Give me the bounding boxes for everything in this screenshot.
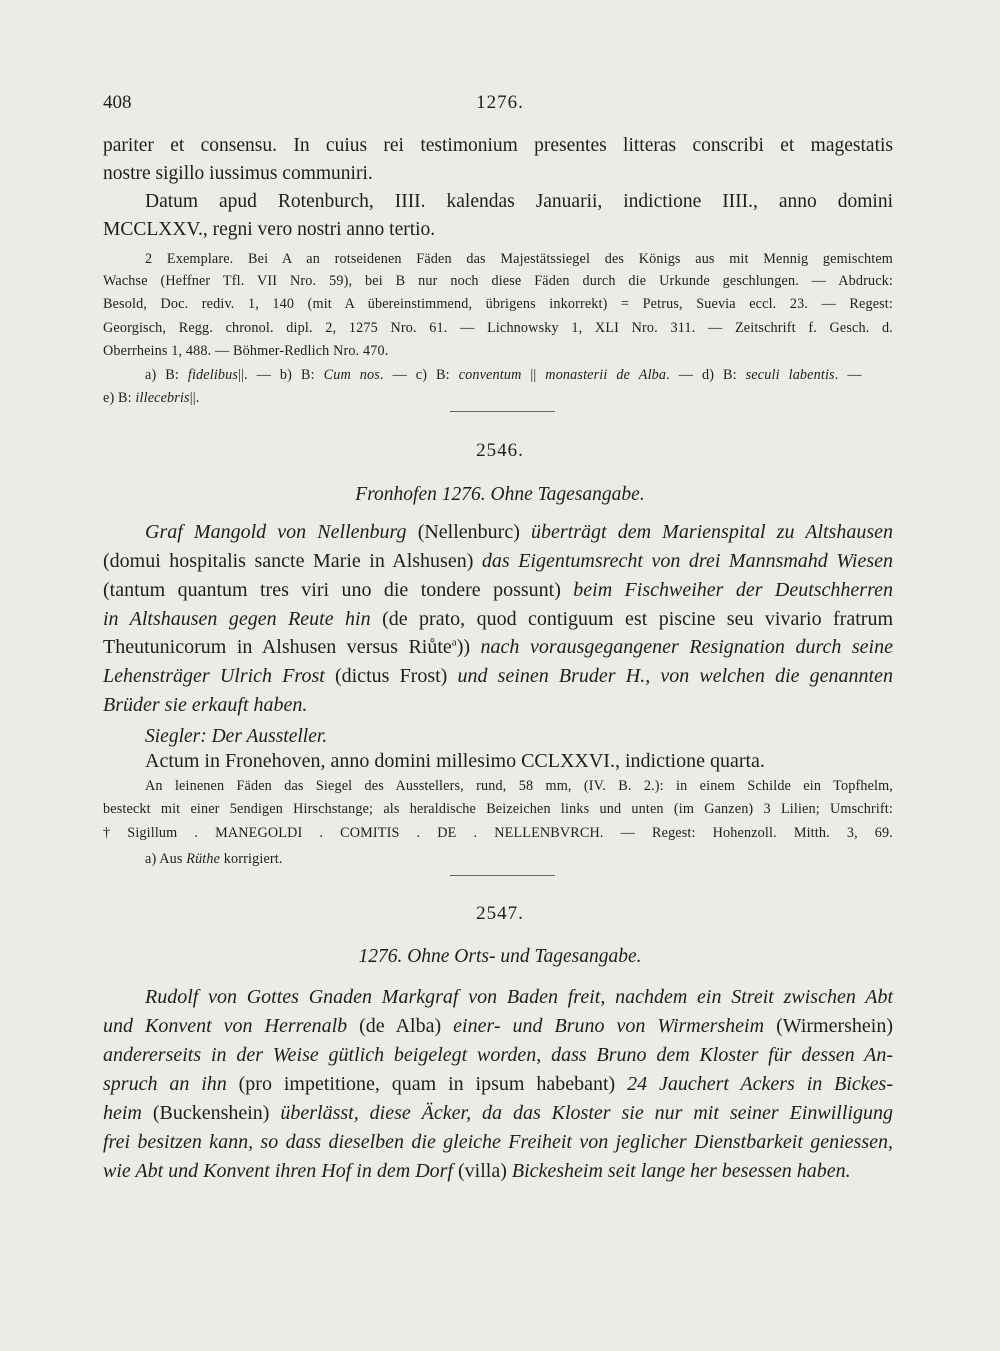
section-divider (450, 411, 555, 412)
note-line: Wachse (Heffner Tfl. VII Nro. 59), bei B nur noch diese Fäden durch die Urkunde geschlungen. — Abdruck: (103, 273, 893, 289)
document-number: 2547. (476, 903, 524, 924)
note-line: An leinenen Fäden das Siegel des Ausstellers, rund, 58 mm, (IV. B. 2.): in einem Schilde ein Topfhelm, (145, 778, 893, 794)
section-divider (450, 875, 555, 876)
note-line: Oberrheins 1, 488. — Böhmer-Redlich Nro. 470. (103, 343, 389, 359)
text-line: pariter et consensu. In cuius rei testimonium presentes litteras conscribi et magestatis (103, 135, 893, 156)
regest-line: (tantum quantum tres viri uno die tondere possunt) beim Fischweiher der Deutschherren (103, 579, 893, 601)
variant-line: a) B: fidelibus||. — b) B: Cum nos. — c) B: conventum || monasterii de Alba. — d) B: seculi labentis. — (145, 367, 862, 383)
regest-line: andererseits in der Weise gütlich beigelegt worden, dass Bruno dem Kloster für dessen An- (103, 1044, 893, 1066)
note-line: † Sigillum . MANEGOLDI . COMITIS . DE . NELLENBVRCH. — Regest: Hohenzoll. Mitth. 3, 69. (103, 825, 893, 841)
regest-line: Rudolf von Gottes Gnaden Markgraf von Baden freit, nachdem ein Streit zwischen Abt (145, 986, 893, 1008)
regest-line: spruch an ihn (pro impetitione, quam in ipsum habebant) 24 Jauchert Ackers in Bickes- (103, 1073, 893, 1095)
regest-line: und Konvent von Herrenalb (de Alba) einer- und Bruno von Wirmersheim (Wirmershein) (103, 1015, 894, 1037)
note-line: Besold, Doc. rediv. 1, 140 (mit A übereinstimmend, übrigens inkorrekt) = Petrus, Suevia eccl. 23. — Regest: (103, 296, 893, 312)
place-date: 1276. Ohne Orts- und Tagesangabe. (358, 946, 642, 967)
page-number: 408 (103, 92, 132, 113)
regest-line: (domui hospitalis sancte Marie in Alshusen) das Eigentumsrecht von drei Mannsmahd Wiesen (103, 550, 893, 572)
note-line: besteckt mit einer 5endigen Hirschstange; als heraldische Beizeichen links und unten (im Ganzen) 3 Lilien; Umschrift: (103, 801, 893, 817)
regest-line: Graf Mangold von Nellenburg (Nellenburc) überträgt dem Marienspital zu Altshausen (145, 521, 893, 543)
variant-line: e) B: illecebris||. (103, 390, 200, 406)
text-line: nostre sigillo iussimus communiri. (103, 163, 373, 184)
regest-line: Brüder sie erkauft haben. (103, 694, 308, 716)
regest-line: Lehensträger Ulrich Frost (dictus Frost) und seinen Bruder H., von welchen die genannten (103, 665, 893, 687)
sealer-line: Siegler: Der Aussteller. (145, 726, 328, 747)
regest-line: in Altshausen gegen Reute hin (de prato, quod contiguum est piscine seu vivario fratrum (103, 608, 893, 630)
regest-line: Theutunicorum in Alshusen versus Riůte$^a$)) nach vorausgegangener Resignation durch seine (103, 636, 893, 658)
note-line: Georgisch, Regg. chronol. dipl. 2, 1275 Nro. 61. — Lichnowsky 1, XLI Nro. 311. — Zeitschrift f. Gesch. d. (103, 320, 893, 336)
regest-line: frei besitzen kann, so dass dieselben die gleiche Freiheit von jeglicher Dienstbarkeit geniessen, (103, 1131, 893, 1153)
running-head-year: 1276. (476, 92, 524, 113)
datum-line: Datum apud Rotenburch, IIII. kalendas Januarii, indictione IIII., anno domini (145, 191, 893, 212)
note-line: 2 Exemplare. Bei A an rotseidenen Fäden das Majestätssiegel des Königs aus mit Mennig gemischtem (145, 251, 893, 267)
actum-line: Actum in Fronehoven, anno domini millesimo CCLXXVI., indictione quarta. (145, 750, 765, 772)
document-number: 2546. (476, 440, 524, 461)
footnote: a) Aus Rüthe korrigiert. (145, 851, 283, 867)
text-line: MCCLXXV., regni vero nostri anno tertio. (103, 219, 436, 240)
regest-line: wie Abt und Konvent ihren Hof in dem Dorf (villa) Bickesheim seit lange her besessen haben. (103, 1160, 851, 1182)
place-date: Fronhofen 1276. Ohne Tagesangabe. (355, 484, 645, 505)
regest-line: heim (Buckenshein) überlässt, diese Äcker, da das Kloster sie nur mit seiner Einwilligung (103, 1102, 893, 1124)
